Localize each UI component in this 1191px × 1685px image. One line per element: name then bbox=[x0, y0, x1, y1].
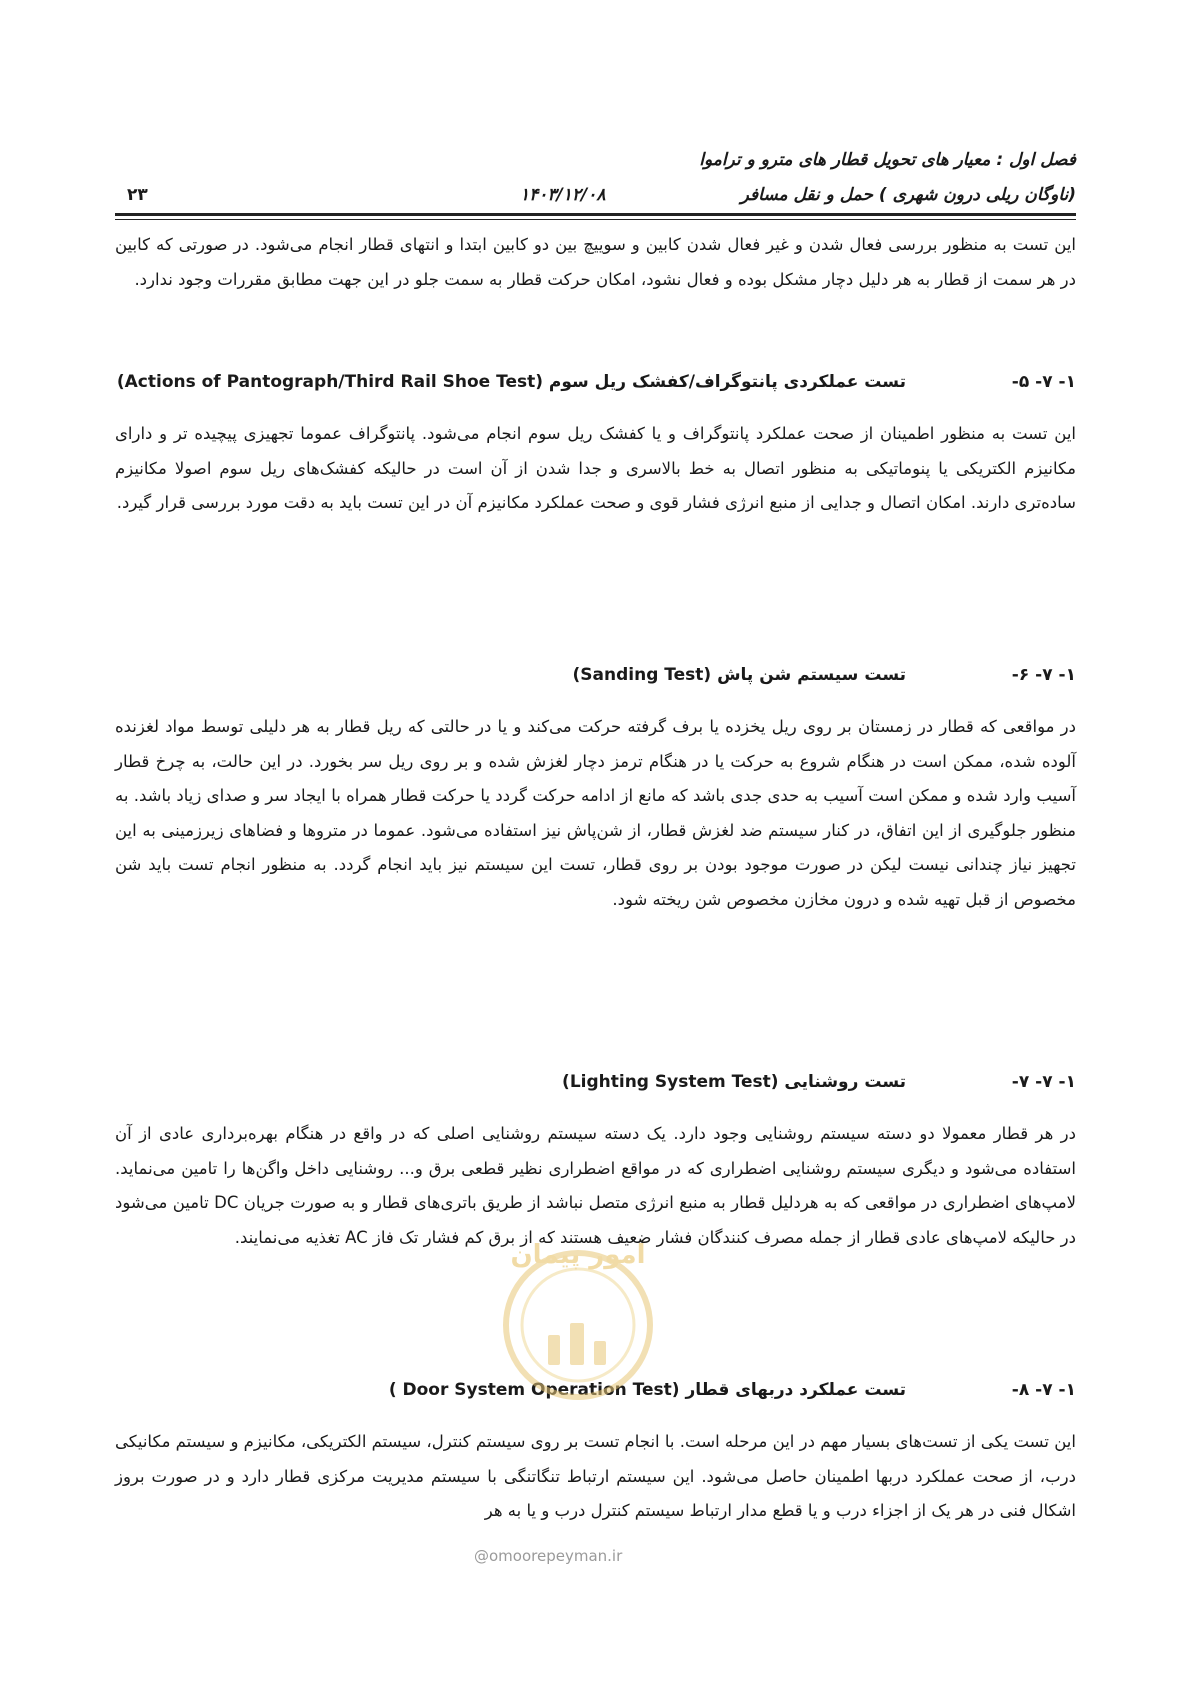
intro-paragraph: این تست به منظور بررسی فعال شدن و غیر فعال شدن کابین و سوییچ بین دو کابین ابتدا و انتهای قطار انجام می‌شود. در صورتی که کابین در هر سمت از قطار به هر دلیل دچار مشکل بوده و فعال نشود، امکان حرکت قطار به سمت جلو در این جهت مطابق مقررات وجود ندارد. bbox=[115, 235, 1076, 289]
header-rule-thick bbox=[115, 213, 1076, 216]
header-rule-thin bbox=[115, 219, 1076, 220]
section-heading-6 bbox=[115, 665, 1076, 695]
section-number: ۱- ۷- ۶- bbox=[1011, 665, 1076, 685]
header-date: ۱۴۰۳/۱۲/۰۸ bbox=[520, 185, 606, 205]
section-title: تست عملکرد دربهای قطار (Door System Operation Test ) bbox=[388, 1380, 906, 1400]
section-body-5: این تست به منظور اطمینان از صحت عملکرد پانتوگراف و یا کفشک ریل سوم انجام می‌شود. پانتوگراف عموما تجهیزی پیچیده تر و دارای مکانیزم الکتریکی یا پنوماتیکی به منظور اتصال به خط بالاسری و جدا شدن از آن است در حالیکه کفشک‌های ریل سوم اصولا مکانیزم ساده‌تری دارند. امکان اتصال و جدایی از منبع انرژی فشار قوی و صحت عملکرد مکانیزم آن در این تست باید به دقت مورد بررسی قرار گیرد. bbox=[115, 424, 1076, 512]
watermark-site: @omoorepeyman.ir bbox=[474, 1547, 623, 1565]
section-heading-5 bbox=[115, 372, 1076, 402]
section-title: تست سیستم شن پاش (Sanding Test) bbox=[572, 665, 906, 685]
section-heading-7 bbox=[115, 1072, 1076, 1102]
section-number: ۱- ۷- ۷- bbox=[1011, 1072, 1076, 1092]
section-title: تست روشنایی (Lighting System Test) bbox=[562, 1072, 906, 1092]
section-body-7: در هر قطار معمولا دو دسته سیستم روشنایی وجود دارد. یک دسته سیستم روشنایی اصلی که در واقع در هنگام بهره‌برداری عادی از آن استفاده می‌شود و دیگری سیستم روشنایی اضطراری که در مواقع اضطراری نظیر قطعی برق و... روشنایی داخل واگن‌ها را تامین می‌نماید. لامپ‌های اضطراری در مواقعی که به هردلیل قطار به منبع انرژی متصل نباشد از طریق باتری‌های قطار و به صورت جریان DC تامین می‌شود در حالیکه لامپ‌های عادی قطار از جمله مصرف کنندگان فشار ضعیف هستند که از برق کم فشار تک فاز AC تغذیه می‌نمایند. bbox=[115, 1124, 1076, 1247]
section-body-8: این تست یکی از تست‌های بسیار مهم در این مرحله است. با انجام تست بر روی سیستم کنترل، سیستم الکتریکی، مکانیزم و سیستم مکانیکی درب، از صحت عملکرد دربها اطمینان حاصل می‌شود. این سیستم ارتباط تنگاتنگی با سیستم مدیریت مرکزی قطار دارد و در صورت بروز اشکال فنی در هر یک از اجزاء درب و یا قطع مدار ارتباط سیستم کنترل درب و یا به هر bbox=[115, 1432, 1076, 1520]
header-chapter-title: فصل اول : معیار های تحویل قطار های مترو و تراموا bbox=[699, 150, 1076, 170]
page-number: ۲۳ bbox=[127, 185, 148, 205]
section-title: تست عملکردی پانتوگراف/کفشک ریل سوم (Actions of Pantograph/Third Rail Shoe Test) bbox=[116, 372, 906, 392]
section-body-6: در مواقعی که قطار در زمستان بر روی ریل یخزده یا برف گرفته حرکت می‌کند و یا در حالتی که ریل قطار به هر دلیلی توسط مواد لغزنده آلوده شده، ممکن است در هنگام شروع به حرکت یا در هنگام ترمز دچار لغزش شده و بر روی ریل سر بخورد. در این حالت، به چرخ قطار آسیب وارد شده و ممکن است آسیب به حدی جدی باشد که مانع از ادامه حرکت گردد یا حرکت قطار همراه با ایجاد سر و صدای زیاد باشد. به منظور جلوگیری از این اتفاق، در کنار سیستم ضد لغزش قطار، از شن‌پاش نیز استفاده می‌شود. عموما در متروها و فضاهای زیرزمینی به این تجهیز نیاز چندانی نیست لیکن در صورت موجود بودن بر روی قطار، تست این سیستم نیز باید انجام گردد. به منظور انجام تست باید شن مخصوص از قبل تهیه شده و درون مخازن مخصوص شن ریخته شود. bbox=[115, 717, 1076, 909]
section-number: ۱- ۷- ۸- bbox=[1011, 1380, 1076, 1400]
section-number: ۱- ۷- ۵- bbox=[1011, 372, 1076, 392]
header-subtitle: (ناوگان ریلی درون شهری ) حمل و نقل مسافر bbox=[740, 185, 1076, 205]
watermark-logo-text: امور پیمان bbox=[510, 1240, 646, 1270]
watermark-logo bbox=[478, 1215, 678, 1415]
